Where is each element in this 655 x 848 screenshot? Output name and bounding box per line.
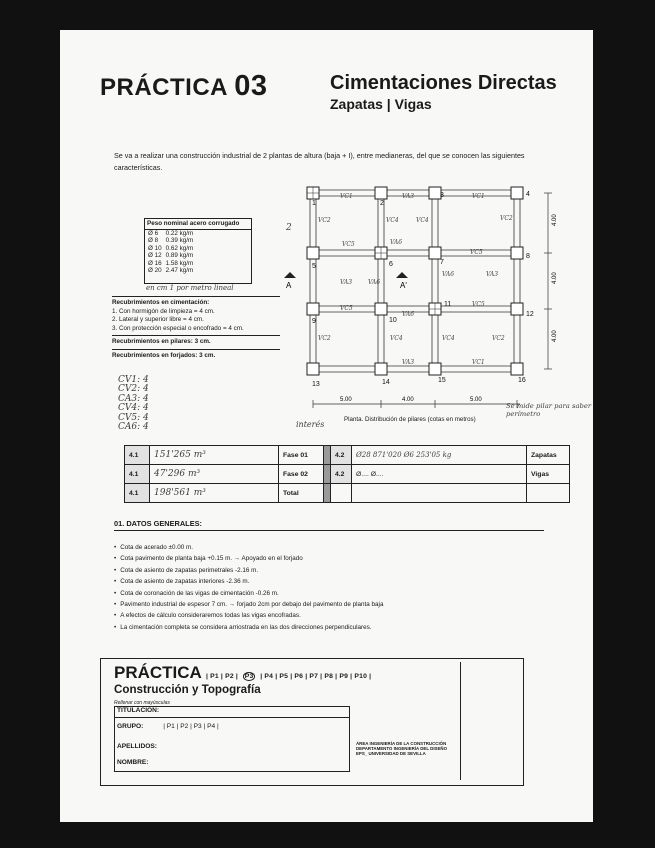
apellidos-field[interactable]: APELLIDOS:	[117, 743, 157, 750]
list-item: • Cota de coronación de las vigas de cimentación -0.26 m.	[114, 588, 574, 599]
pillar-number: 10	[389, 317, 397, 324]
section-marker	[284, 272, 296, 278]
list-item: • Cota de acerado ±0.00 m.	[114, 542, 574, 553]
steel-weight-title: Peso nominal acero corrugado	[145, 219, 251, 230]
volume-fase-01: 151'265 m³	[150, 446, 279, 465]
pillar-number: 14	[382, 379, 390, 386]
list-item: • A efectos de cálculo consideraremos todas las vigas encofradas.	[114, 610, 574, 621]
beam-label: VA3	[402, 359, 415, 366]
beam-label: VC5	[340, 305, 353, 312]
pillar-number: 7	[440, 259, 444, 266]
fill-note: Rellenar con mayúsculas	[114, 700, 170, 706]
general-data-title: 01. DATOS GENERALES:	[114, 519, 203, 528]
beam-label: VC2	[500, 215, 513, 222]
table-row: Ø 8 0.39 kg/m	[148, 237, 194, 245]
dimension-label: 4.00	[552, 330, 558, 342]
pillar-number: 8	[526, 253, 530, 260]
pillar-number: 3	[440, 192, 444, 199]
practice-label: PRÁCTICA	[100, 74, 228, 101]
beam-label: VC4	[390, 335, 403, 342]
beam-label: VA6	[442, 271, 455, 278]
covers-item: 1. Con hormigón de limpieza = 4 cm.	[112, 307, 215, 315]
beam-label: VC4	[386, 217, 399, 224]
worksheet-page	[60, 30, 593, 822]
topic-subtitle: Zapatas | Vigas	[330, 96, 432, 112]
pillar-number: 12	[526, 311, 534, 318]
section-marker	[396, 272, 408, 278]
pillar-number: 13	[312, 381, 320, 388]
list-item: • Cota de asiento de zapatas perimetrales -2.16 m.	[114, 565, 574, 576]
beam-label: VC1	[472, 359, 485, 366]
titulacion-field[interactable]: TITULACIÓN:	[115, 707, 349, 718]
course-title: Construcción y Topografía	[114, 683, 261, 696]
covers-block	[112, 294, 280, 361]
beam-label: VA6	[390, 239, 403, 246]
weight-handwritten-note: en cm 1 por metro lineal	[146, 284, 234, 292]
selected-practice: P3	[244, 673, 254, 680]
steel-weight-table	[144, 218, 252, 284]
table-row: Ø 12 0.89 kg/m	[148, 252, 194, 260]
handwritten-interes: interés	[296, 420, 325, 429]
steel-zapatas: Ø28 871'020 Ø6 253'05 kg	[352, 446, 527, 465]
practice-number: 03	[234, 70, 268, 102]
volume-total: 198'561 m³	[150, 484, 279, 503]
table-row: Ø 10 0.62 kg/m	[148, 244, 194, 252]
results-table	[124, 445, 570, 503]
nombre-field[interactable]: NOMBRE:	[117, 759, 149, 766]
beam-label: VC2	[318, 335, 331, 342]
section-a-prime-label: A'	[400, 281, 407, 290]
covers-pillars: Recubrimientos en pilares: 3 cm.	[112, 338, 211, 346]
list-item: • Cota de asiento de zapatas interiores -2.36 m.	[114, 576, 574, 587]
intro-text: Se va a realizar una construcción industrial de 2 plantas de altura (baja + I), entre medianeras, del que se conocen las siguientes características.	[114, 151, 525, 172]
table-row: Ø 20 2.47 kg/m	[148, 267, 194, 275]
section-a-label: A	[286, 281, 292, 290]
plan-caption: Planta. Distribución de pilares (cotas en metros)	[344, 416, 476, 423]
table-row: Ø 16 1.58 kg/m	[148, 259, 194, 267]
beam-label: VC4	[416, 217, 429, 224]
pillar-number: 2	[380, 200, 384, 207]
footer-practice-title: PRÁCTICA | P1 | P2 | P3 | P4 | P5 | P6 | P7 | P8 | P9 | P10 |	[114, 663, 372, 682]
beam-label: VA6	[368, 279, 381, 286]
dimension-label: 4.00	[402, 397, 414, 403]
foundation-plan	[286, 180, 590, 416]
beam-label: VC5	[472, 301, 485, 308]
steel-vigas: Ø.... Ø....	[352, 465, 527, 484]
table-row: 4.1 151'265 m³ Fase 01 4.2 Ø28 871'020 Ø6 253'05 kg Zapatas	[125, 446, 570, 465]
beam-label: VC5	[342, 241, 355, 248]
pillar-number: 6	[389, 261, 393, 268]
beam-label: VC1	[340, 193, 353, 200]
cv-handwritten-list: CV1: 4 CV2: 4 CA3: 4 CV4: 4 CV5: 4 CA6: 4	[118, 375, 149, 433]
dimension-label: 4.00	[552, 214, 558, 226]
handwritten-pillar-note: Se mide pilar para saber perímetro	[506, 402, 592, 418]
beam-label: VC2	[318, 217, 331, 224]
practice-title	[100, 70, 268, 103]
pillar-number: 4	[526, 191, 530, 198]
pillar-number: 15	[438, 377, 446, 384]
dimension-label: 4.00	[552, 272, 558, 284]
covers-item: 3. Con protección especial o encofrado = 4 cm.	[112, 324, 244, 332]
table-row: 4.1 198'561 m³ Total	[125, 484, 570, 503]
student-form	[114, 706, 350, 772]
list-item: • La cimentación completa se considera arriostrada en las dos direcciones perpendiculares.	[114, 622, 574, 633]
covers-item: 2. Lateral y superior libre = 4 cm.	[112, 316, 204, 324]
pillar-number: 16	[518, 377, 526, 384]
beam-label: VA6	[402, 311, 415, 318]
dimension-label: 5.00	[470, 397, 482, 403]
beam-label: VA3	[340, 279, 353, 286]
pillar-number: 9	[312, 318, 316, 325]
divider	[460, 662, 461, 780]
beam-label: VA3	[402, 193, 415, 200]
volume-fase-02: 47'296 m³	[150, 465, 279, 484]
dimension-label: 5.00	[340, 397, 352, 403]
pillar-number: 1	[312, 200, 316, 207]
topic-title: Cimentaciones Directas	[330, 72, 557, 94]
institution-info: ÁREA INGENIERÍA DE LA CONSTRUCCIÓN DEPARTAMENTO INGENIERÍA DEL DISEÑO EPS_ UNIVERSIDAD DE SEVILLA	[356, 741, 447, 757]
list-item: • Cota pavimento de planta baja +0.15 m. → Apoyado en el forjado	[114, 553, 574, 564]
beam-label: VC1	[472, 193, 485, 200]
beam-label: VC2	[492, 335, 505, 342]
general-data-list	[114, 542, 574, 633]
table-row: Ø 6 0.22 kg/m	[148, 230, 194, 237]
covers-foundation-title: Recubrimientos en cimentación:	[112, 299, 210, 306]
handwritten-note-2: 2	[286, 223, 292, 233]
beam-label: VC5	[470, 249, 483, 256]
pillar-number: 11	[444, 301, 452, 308]
divider	[114, 530, 544, 531]
beam-label: VC4	[442, 335, 455, 342]
list-item: • Pavimento industrial de espesor 7 cm. → forjado 2cm por debajo del pavimento de planta baja	[114, 599, 574, 610]
grupo-field[interactable]: GRUPO: | P1 | P2 | P3 | P4 |	[117, 723, 219, 730]
pillar-number: 5	[312, 263, 316, 270]
covers-slabs: Recubrimientos en forjados: 3 cm.	[112, 351, 216, 359]
beam-label: VA3	[486, 271, 499, 278]
table-row: 4.1 47'296 m³ Fase 02 4.2 Ø.... Ø.... Vigas	[125, 465, 570, 484]
